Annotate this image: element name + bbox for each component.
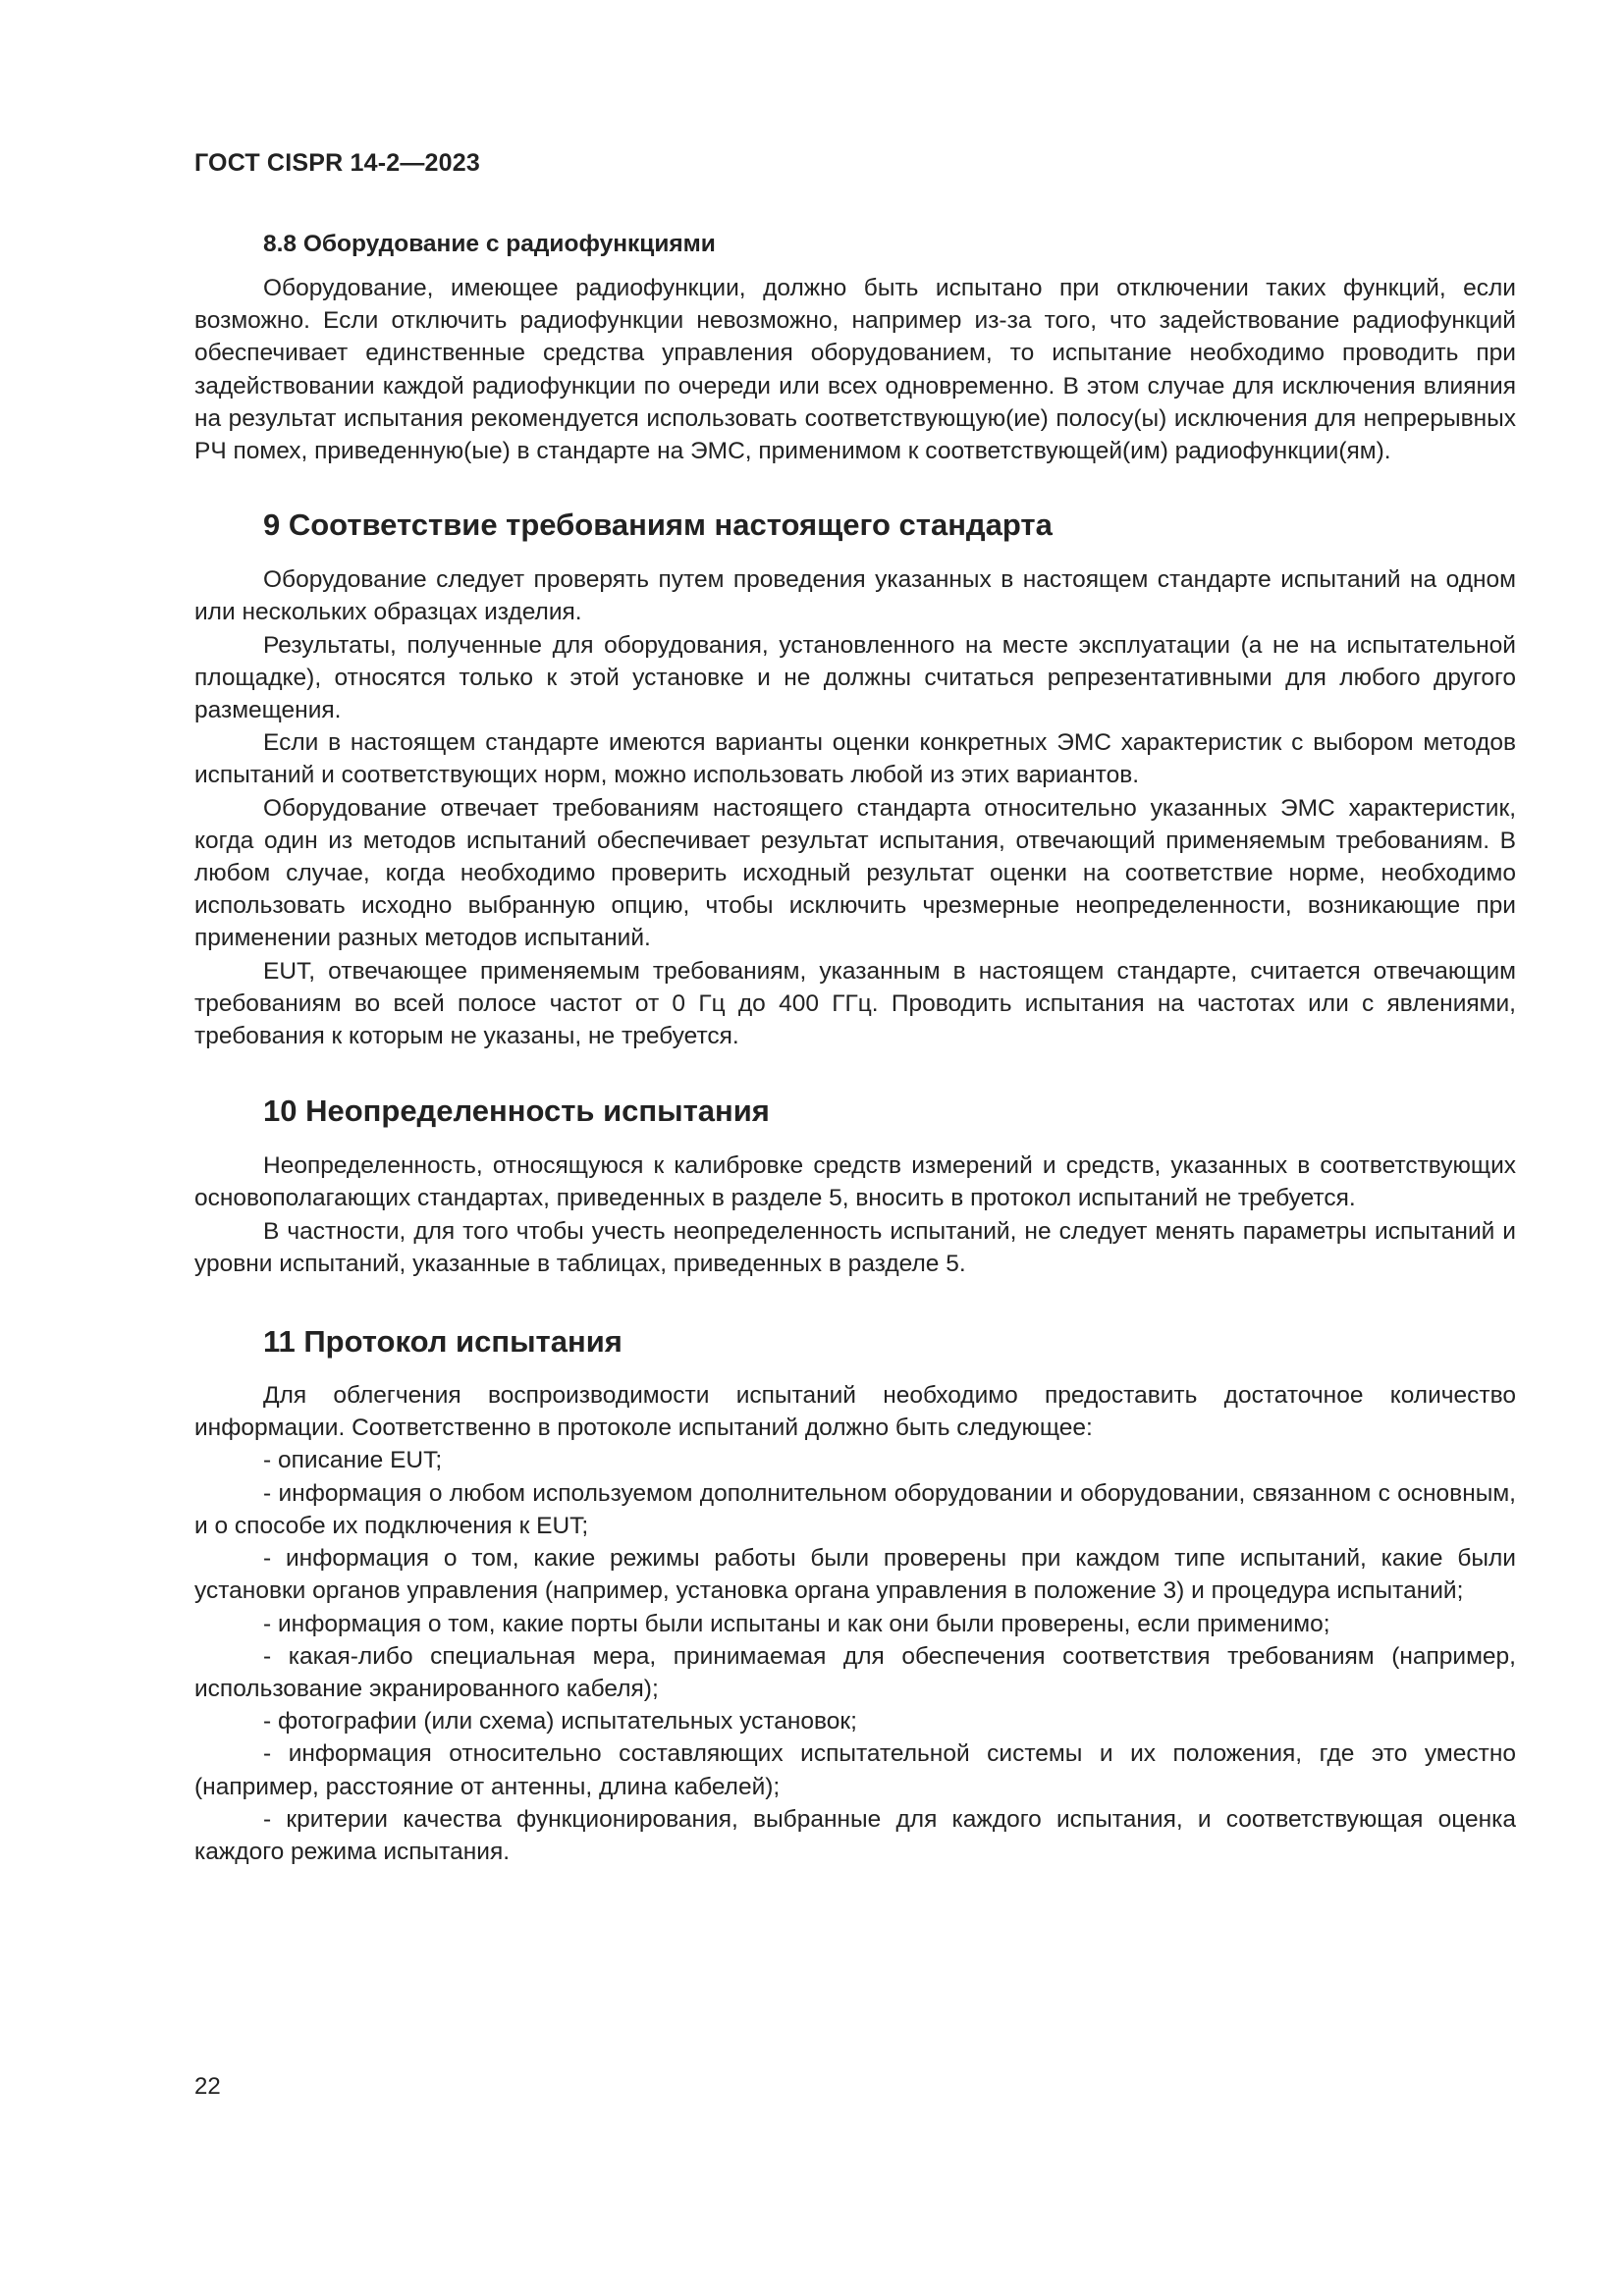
- section-9-paragraph: EUT, отвечающее применяемым требованиям, указанным в настоящем стандарте, считается отвечающим требованиям во всей полосе частот от 0 Гц до 400 ГГц. Проводить испытания на частотах или с явлениями, требования к которым не указаны, не требуется.: [194, 957, 1516, 1050]
- list-item-text: описание EUT;: [277, 1447, 443, 1474]
- list-dash: -: [263, 1805, 272, 1833]
- list-item-text: критерии качества функционирования, выбранные для каждого испытания, и соответствующая оценка каждого режима испытания.: [194, 1805, 1516, 1865]
- list-item-text: какая-либо специальная мера, принимаемая для обеспечения соответствия требованиям (например, использование экранированного кабеля);: [194, 1642, 1516, 1702]
- list-item: [194, 1477, 1516, 1542]
- list-dash: -: [263, 1642, 272, 1670]
- page-number: 22: [194, 2073, 221, 2100]
- list-item: [194, 1803, 1516, 1868]
- section-9-paragraph: Оборудование следует проверять путем проведения указанных в настоящем стандарте испытаний на одном или нескольких образцах изделия.: [194, 566, 1516, 626]
- list-item: [194, 1542, 1516, 1607]
- list-dash: -: [263, 1545, 272, 1573]
- section-11-heading: 11 Протокол испытания: [263, 1324, 623, 1360]
- section-9-paragraph: Оборудование отвечает требованиям настоящего стандарта относительно указанных ЭМС характеристик, когда один из методов испытаний обеспечивает результат испытания, отвечающий применяемым требованиям. В любом случае, когда необходимо проверить исходный результат оценки на соответствие норме, необходимо использовать исходно выбранную опцию, чтобы исключить чрезмерные неопределенности, возникающие при применении разных методов испытаний.: [194, 794, 1516, 952]
- list-item: [194, 1640, 1516, 1705]
- document-body: [194, 228, 1516, 1868]
- section-8-8-heading: 8.8 Оборудование с радиофункциями: [263, 231, 716, 257]
- list-item: [194, 1705, 1516, 1737]
- section-9-paragraph: Результаты, полученные для оборудования, установленного на месте эксплуатации (а не на испытательной площадке), относятся только к этой установке и не должны считаться репрезентативными для любого другого размещения.: [194, 631, 1516, 724]
- section-8-8-paragraph: Оборудование, имеющее радиофункции, должно быть испытано при отключении таких функций, если возможно. Если отключить радиофункции невозможно, например из-за того, что задействование радиофункций обеспечивает единственные средства управления оборудованием, то испытание необходимо проводить при задействовании каждой радиофункции по очереди или всех одновременно. В этом случае для исключения влияния на результат испытания рекомендуется использовать соответствующую(ие) полосу(ы) исключения для непрерывных РЧ помех, приведенную(ые) в стандарте на ЭМС, применимом к соответствующей(им) радиофункции(ям).: [194, 275, 1516, 465]
- list-item-text: фотографии (или схема) испытательных установок;: [277, 1708, 857, 1735]
- list-item: [194, 1608, 1516, 1640]
- section-10-paragraph: Неопределенность, относящуюся к калибровке средств измерений и средств, указанных в соответствующих основополагающих стандартах, приведенных в разделе 5, вносить в протокол испытаний не требуется.: [194, 1152, 1516, 1212]
- list-item: [194, 1444, 1516, 1476]
- section-11-intro: Для облегчения воспроизводимости испытаний необходимо предоставить достаточное количество информации. Соответственно в протоколе испытаний должно быть следующее:: [194, 1382, 1516, 1442]
- document-header-title: ГОСТ CISPR 14-2—2023: [194, 149, 480, 177]
- section-9-paragraph: Если в настоящем стандарте имеются варианты оценки конкретных ЭМС характеристик с выбором методов испытаний и соответствующих норм, можно использовать любой из этих вариантов.: [194, 729, 1516, 789]
- list-dash: -: [263, 1447, 272, 1474]
- list-item: [194, 1737, 1516, 1802]
- list-item-text: информация о том, какие режимы работы были проверены при каждом типе испытаний, какие были установки органов управления (например, установка органа управления в положение 3) и процедура испытаний;: [194, 1545, 1516, 1605]
- list-item-text: информация о том, какие порты были испытаны и как они были проверены, если применимо;: [277, 1610, 1330, 1637]
- list-dash: -: [263, 1708, 272, 1735]
- section-9-heading: 9 Соответствие требованиям настоящего стандарта: [263, 507, 1053, 543]
- list-dash: -: [263, 1610, 272, 1637]
- list-item-text: информация относительно составляющих испытательной системы и их положения, где это уместно (например, расстояние от антенны, длина кабелей);: [194, 1740, 1516, 1800]
- section-10-paragraph: В частности, для того чтобы учесть неопределенность испытаний, не следует менять параметры испытаний и уровни испытаний, указанные в таблицах, приведенных в разделе 5.: [194, 1217, 1516, 1277]
- list-item-text: информация о любом используемом дополнительном оборудовании и оборудовании, связанном с основным, и о способе их подключения к EUT;: [194, 1479, 1516, 1539]
- section-10-heading: 10 Неопределенность испытания: [263, 1094, 770, 1129]
- list-dash: -: [263, 1740, 272, 1768]
- list-dash: -: [263, 1479, 272, 1507]
